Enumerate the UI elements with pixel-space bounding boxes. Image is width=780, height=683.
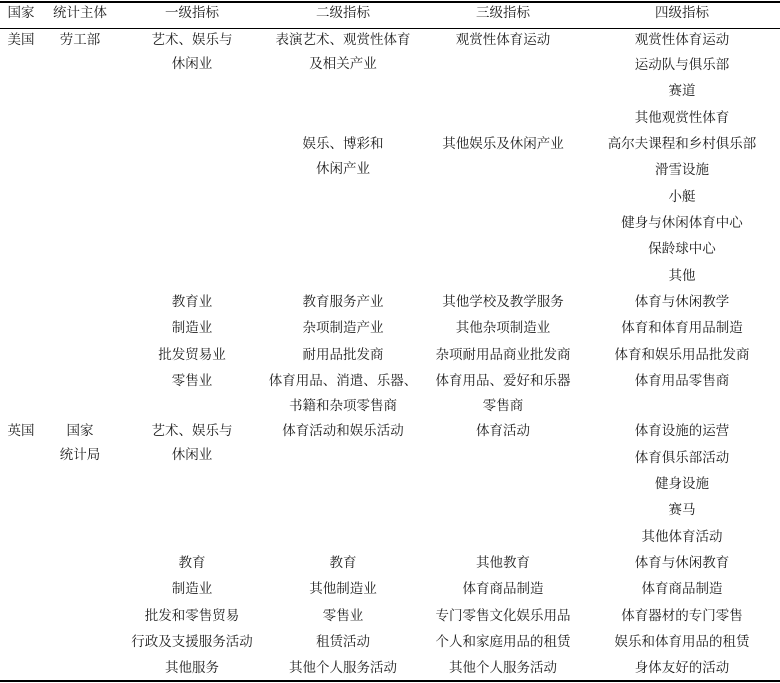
usa-l2-gambling-line2: 休闲产业: [316, 161, 370, 177]
uk-l4-trade: 体育器材的专门零售: [621, 608, 743, 624]
uk-l1-education: 教育: [178, 555, 206, 571]
usa-entity: 劳工部: [59, 32, 101, 48]
usa-l2-gambling-line1: 娱乐、博彩和: [302, 136, 384, 152]
usa-l2-education: 教育服务产业: [302, 294, 384, 310]
uk-l4-fitness: 健身设施: [655, 476, 709, 492]
uk-l2-manufacturing: 其他制造业: [309, 581, 377, 597]
usa-l1-arts-line2: 休闲业: [171, 56, 213, 72]
usa-l1-retail: 零售业: [171, 373, 213, 389]
usa-l2-retail-line1: 体育用品、消遣、乐器、: [268, 373, 418, 389]
header-level1: 一级指标: [165, 5, 219, 21]
usa-l4-other-spectator: 其他观赏性体育: [634, 110, 730, 126]
uk-l3-education: 其他教育: [476, 555, 530, 571]
usa-l3-education: 其他学校及教学服务: [442, 294, 564, 310]
uk-l1-arts-line1: 艺术、娱乐与: [151, 423, 233, 439]
uk-l4-manufacturing: 体育商品制造: [641, 581, 723, 597]
uk-l2-admin: 租赁活动: [316, 634, 370, 650]
uk-l4-other-services: 身体友好的活动: [634, 660, 730, 676]
header-level3: 三级指标: [476, 5, 530, 21]
uk-l2-trade: 零售业: [322, 608, 364, 624]
usa-l3-retail-line1: 体育用品、爱好和乐器: [435, 373, 571, 389]
uk-l4-horse-racing: 赛马: [668, 502, 696, 518]
usa-l2-performing-line1: 表演艺术、观赏性体育: [275, 32, 411, 48]
usa-l4-bowling: 保龄球中心: [648, 241, 716, 257]
uk-l2-education: 教育: [329, 555, 357, 571]
uk-entity-line1: 国家: [66, 423, 94, 439]
usa-l4-racetracks: 赛道: [668, 83, 696, 99]
usa-l2-manufacturing: 杂项制造产业: [302, 320, 384, 336]
usa-l1-manufacturing: 制造业: [171, 320, 213, 336]
uk-l1-arts-line2: 休闲业: [171, 447, 213, 463]
uk-l3-other-services: 其他个人服务活动: [449, 660, 557, 676]
usa-l1-education: 教育业: [171, 294, 213, 310]
usa-l3-retail-line2: 零售商: [482, 398, 524, 414]
uk-l4-admin: 娱乐和体育用品的租赁: [614, 634, 750, 650]
uk-country: 英国: [7, 423, 35, 439]
usa-l4-fitness: 健身与休闲体育中心: [621, 215, 743, 231]
usa-l4-golf: 高尔夫课程和乡村俱乐部: [607, 136, 757, 152]
uk-l3-admin: 个人和家庭用品的租赁: [435, 634, 571, 650]
usa-country: 美国: [7, 32, 35, 48]
uk-l3-trade: 专门零售文化娱乐用品: [435, 608, 571, 624]
usa-l4-education: 体育与休闲教学: [634, 294, 730, 310]
uk-l4-clubs: 体育俱乐部活动: [634, 450, 730, 466]
uk-l1-admin: 行政及支援服务活动: [131, 634, 253, 650]
usa-l3-spectator-sports: 观赏性体育运动: [455, 32, 551, 48]
header-entity: 统计主体: [53, 5, 107, 21]
usa-l1-arts-line1: 艺术、娱乐与: [151, 32, 233, 48]
uk-l4-other-sports: 其他体育活动: [641, 529, 723, 545]
usa-l4-other: 其他: [668, 268, 696, 284]
usa-l3-other-recreation: 其他娱乐及休闲产业: [442, 136, 564, 152]
usa-l4-marina: 小艇: [668, 189, 696, 205]
usa-l3-manufacturing: 其他杂项制造业: [455, 320, 551, 336]
usa-l4-retail: 体育用品零售商: [634, 373, 730, 389]
usa-l3-wholesale: 杂项耐用品商业批发商: [435, 347, 571, 363]
usa-l4-manufacturing: 体育和体育用品制造: [621, 320, 743, 336]
uk-l2-other-services: 其他个人服务活动: [289, 660, 397, 676]
usa-l4-teams-clubs: 运动队与俱乐部: [634, 57, 730, 73]
usa-l1-wholesale: 批发贸易业: [158, 347, 226, 363]
uk-l2-sport: 体育活动和娱乐活动: [282, 423, 404, 439]
usa-l4-wholesale: 体育和娱乐用品批发商: [614, 347, 750, 363]
header-level4: 四级指标: [655, 5, 709, 21]
uk-l4-facilities: 体育设施的运营: [634, 423, 730, 439]
uk-l3-sport: 体育活动: [476, 423, 530, 439]
header-country: 国家: [7, 5, 35, 21]
usa-l4-spectator-sports: 观赏性体育运动: [634, 32, 730, 48]
uk-l4-education: 体育与休闲教育: [634, 555, 730, 571]
header-level2: 二级指标: [316, 5, 370, 21]
usa-l2-performing-line2: 及相关产业: [309, 56, 377, 72]
usa-l2-retail-line2: 书籍和杂项零售商: [289, 398, 397, 414]
uk-entity-line2: 统计局: [59, 447, 101, 463]
uk-l1-other-services: 其他服务: [165, 660, 219, 676]
usa-l4-ski: 滑雪设施: [655, 162, 709, 178]
uk-l1-manufacturing: 制造业: [171, 581, 213, 597]
uk-l1-trade: 批发和零售贸易: [144, 608, 240, 624]
usa-l2-wholesale: 耐用品批发商: [302, 347, 384, 363]
uk-l3-manufacturing: 体育商品制造: [462, 581, 544, 597]
